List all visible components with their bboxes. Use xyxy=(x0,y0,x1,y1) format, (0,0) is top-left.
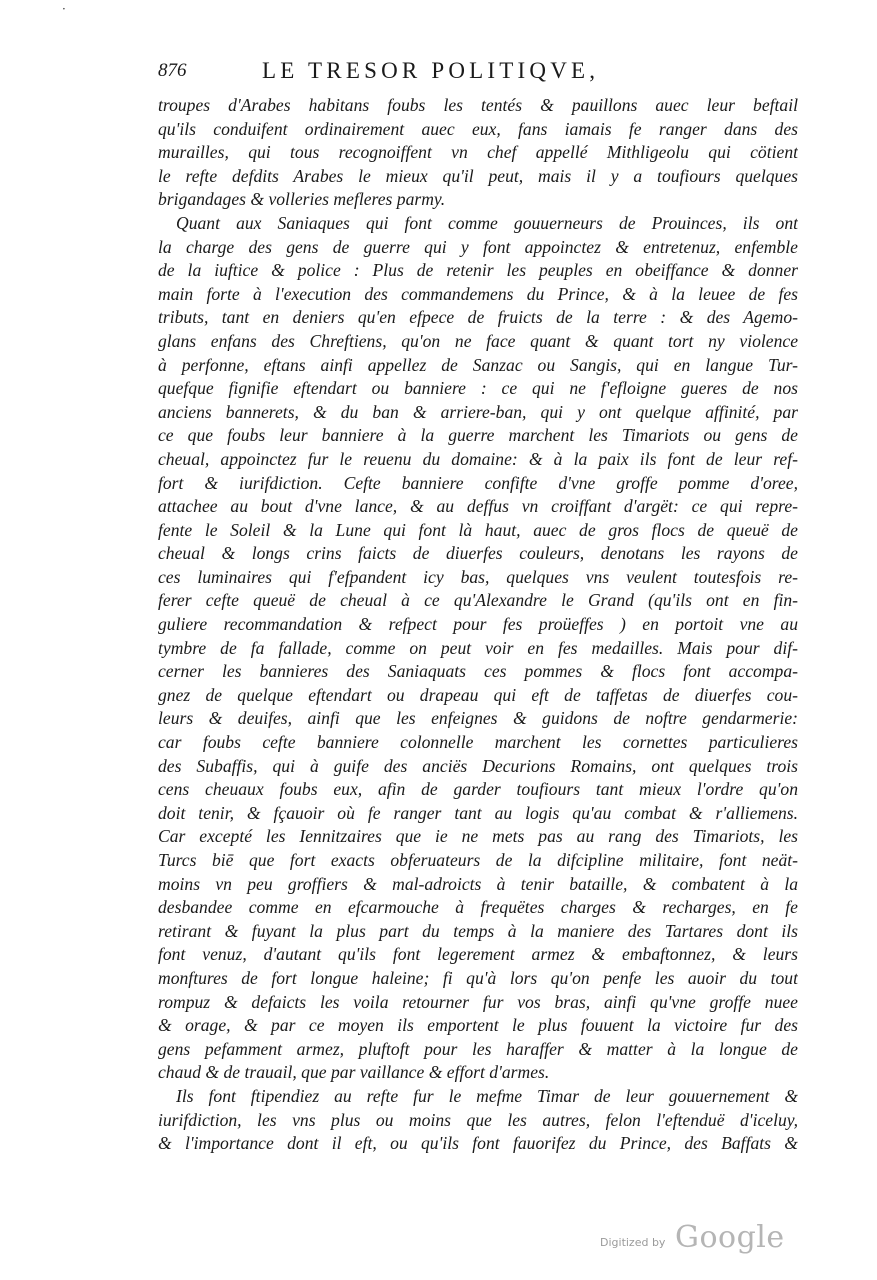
text-line: qu'ils conduifent ordinairement auec eux, fans iamais fe ranger dans des xyxy=(158,118,798,139)
text-line: de la iuftice & police : Plus de retenir les peuples en obeiffance & donner xyxy=(158,260,798,281)
text-line: gnez de quelque eftendart ou drapeau qui eft de taffetas de diuerfes cou- xyxy=(158,684,798,705)
body-text xyxy=(158,94,798,1156)
text-line: & orage, & par ce moyen ils emportent le plus fouuent la victoire fur des xyxy=(158,1015,798,1036)
page-header xyxy=(158,58,798,92)
text-line: à perfonne, eftans ainfi appellez de Sanzac ou Sangis, qui en langue Tur- xyxy=(158,354,798,375)
text-line: Car excepté les Iennitzaires que ie ne mets pas au rang des Timariots, les xyxy=(158,826,798,847)
text-line: Ils font ftipendiez au refte fur le mefme Timar de leur gouuernement & xyxy=(176,1085,798,1106)
text-line: ce que foubs leur banniere à la guerre marchent les Timariots ou gens de xyxy=(158,425,798,446)
text-line: tributs, tant en deniers qu'en efpece de fruicts de la terre : & des Agemo- xyxy=(158,307,798,328)
text-line: moins vn peu groffiers & mal-adroicts à tenir bataille, & combatent à la xyxy=(158,873,798,894)
text-line: Quant aux Saniaques qui font comme gouuerneurs de Prouinces, ils ont xyxy=(176,212,798,233)
text-line: font venuz, d'autant qu'ils font legerement armez & embaftonnez, & leurs xyxy=(158,944,798,965)
text-line: brigandages & volleries mefleres parmy. xyxy=(158,189,446,210)
text-line: fort & iurifdiction. Cefte banniere confifte d'vne groffe pomme d'oree, xyxy=(158,472,798,493)
google-logo: Google xyxy=(675,1220,785,1255)
text-line: murailles, qui tous recognoiffent vn chef appellé Mithligeolu qui cötient xyxy=(158,142,798,163)
text-line: doit tenir, & fçauoir où fe ranger tant au logis qu'au combat & r'alliemens. xyxy=(158,802,798,823)
text-line: la charge des gens de guerre qui y font appoinctez & entretenuz, enfemble xyxy=(158,236,798,257)
text-line: attachee au bout d'vne lance, & au deffus vn croiffant d'argët: ce qui repre- xyxy=(158,496,798,517)
text-line: le refte defdits Arabes le mieux qu'il peut, mais il y a toufiours quelques xyxy=(158,165,798,186)
text-line: chaud & de trauail, que par vaillance & effort d'armes. xyxy=(158,1062,550,1083)
text-line: quefque fignifie eftendart ou banniere : ce qui ne f'efloigne gueres de nos xyxy=(158,378,798,399)
text-line: gens pefamment armez, pluftoft pour les haraffer & matter à la longue de xyxy=(158,1038,798,1059)
watermark-caption: Digitized by xyxy=(600,1236,666,1249)
text-line: retirant & fuyant la plus part du temps à la maniere des Tartares dont ils xyxy=(158,920,798,941)
text-line: tymbre de fa fallade, comme on peut voir en fes medailles. Mais pour dif- xyxy=(158,637,798,658)
text-line: anciens bannerets, & du ban & arriere-ban, qui y ont quelque affinité, par xyxy=(158,401,798,422)
text-line: leurs & deuifes, ainfi que les enfeignes & guidons de noftre gendarmerie: xyxy=(158,708,798,729)
text-line: des Subaffis, qui à guife des anciës Decurions Romains, ont quelques trois xyxy=(158,755,798,776)
text-line: cens cheuaux foubs eux, afin de garder toufiours tant mieux l'ordre qu'on xyxy=(158,779,798,800)
text-line: Turcs biē que fort exacts obferuateurs de la difcipline militaire, font neät- xyxy=(158,850,798,870)
text-line: fente le Soleil & la Lune qui font là haut, auec de gros flocs de queuë de xyxy=(158,519,798,540)
text-line: ferer cefte queuë de cheual à ce qu'Alexandre le Grand (qu'ils ont en fin- xyxy=(158,590,798,611)
page-number: 876 xyxy=(158,60,187,81)
text-line: rompuz & defaicts les voila retourner fur vos bras, ainfi qu'vne groffe nuee xyxy=(158,991,798,1012)
running-title: LE TRESOR POLITIQVE, xyxy=(262,58,600,83)
text-line: iurifdiction, les vns plus ou moins que les autres, felon l'eftenduë d'iceluy, xyxy=(158,1109,798,1130)
text-line: main forte à l'execution des commandemens du Prince, & à la leuee de fes xyxy=(158,283,798,304)
text-line: cheual, appoinctez fur le reuenu du domaine: & à la paix ils font de leur ref- xyxy=(158,448,798,469)
digitization-watermark xyxy=(600,1220,800,1260)
text-line: ces luminaires qui f'efpandent icy bas, quelques vns veulent toutesfois re- xyxy=(158,566,798,587)
text-line: cerner les bannieres des Saniaquats ces pommes & flocs font accompa- xyxy=(158,661,798,682)
text-line: glans enfans des Chreftiens, qu'on ne face quant & quant tort ny violence xyxy=(158,330,798,351)
text-line: & l'importance dont il eft, ou qu'ils font fauorifez du Prince, des Baffats & xyxy=(158,1133,798,1154)
text-line: monftures de fort longue haleine; fi qu'à lors qu'on penfe les auoir du tout xyxy=(158,967,798,988)
text-line: car foubs cefte banniere colonnelle marchent les cornettes particulieres xyxy=(158,732,798,753)
corner-mark: · xyxy=(62,2,66,16)
text-line: cheual & longs crins faicts de diuerfes couleurs, denotans les rayons de xyxy=(158,543,798,564)
text-line: guliere recommandation & refpect pour fes proüeffes ) en portoit vne au xyxy=(158,614,798,635)
text-line: desbandee comme en efcarmouche à frequëtes charges & recharges, en fe xyxy=(158,897,798,918)
text-line: troupes d'Arabes habitans foubs les tentés & pauillons auec leur beftail xyxy=(158,95,798,115)
